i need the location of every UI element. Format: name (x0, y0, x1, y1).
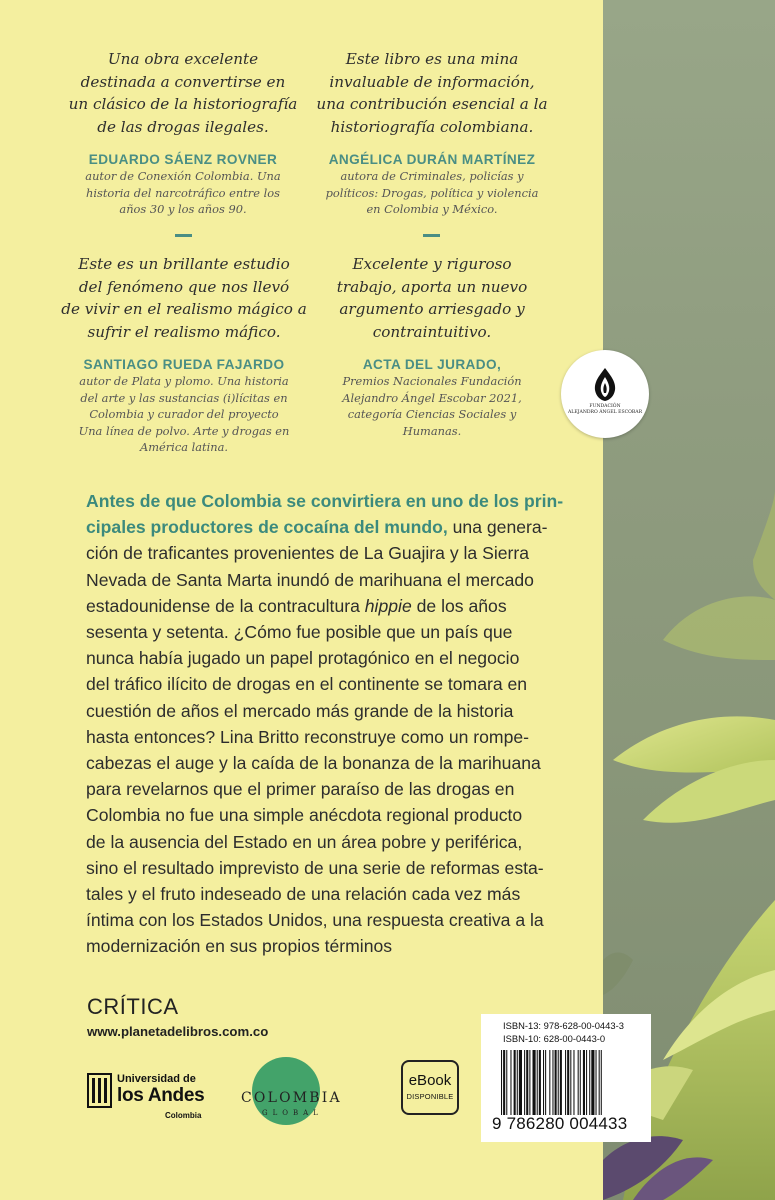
barcode-bar (552, 1050, 553, 1115)
synopsis-line: Antes de que Colombia se convirtiera en uno de los prin- (86, 491, 564, 511)
synopsis-line: hasta entonces? Lina Britto reconstruye como un rompe- (86, 726, 530, 747)
colombia-global-subtitle: GLOBAL (262, 1109, 323, 1117)
quote-credential: autor de Conexión Colombia. Una historia del narcotráfico entre los años 30 y los años 90. (85, 169, 281, 216)
barcode-bar (558, 1050, 559, 1115)
barcode-bar (543, 1050, 544, 1115)
barcode-bar (601, 1050, 602, 1115)
synopsis-line: estadounidense de la contracultura hippie de los años (86, 595, 507, 616)
quote-text: Este es un brillante estudio del fenómeno que nos llevó de vivir en el realismo mágico a sufrir el realismo máfico. (61, 255, 307, 341)
synopsis-line: íntima con los Estados Unidos, una respuesta creativa a la (86, 910, 544, 931)
quote-credential: autor de Plata y plomo. Una historia del arte y las sustancias (i)lícitas en Colombia y curador del proyecto Una línea de polvo. Arte y drogas en América latina. (78, 374, 290, 454)
barcode-bar (555, 1050, 557, 1115)
quote-block (314, 253, 550, 439)
barcode-bar (560, 1050, 562, 1115)
quote-credential: Premios Nacionales Fundación Alejandro Ángel Escobar 2021, categoría Ciencias Sociales y Humanas. (342, 374, 522, 438)
synopsis-line: modernización en sus propios términos (86, 936, 393, 957)
quote-author: SANTIAGO RUEDA FAJARDO (83, 357, 285, 372)
barcode-bar (503, 1050, 505, 1115)
barcode-bar (583, 1050, 585, 1115)
barcode-bar (589, 1050, 590, 1115)
divider-dash (175, 234, 192, 237)
barcode-bar (545, 1050, 546, 1115)
quote-block (314, 48, 550, 218)
synopsis-line: para revelarnos que el primer paraíso de las drogas en (86, 779, 515, 800)
barcode-bar (514, 1050, 516, 1115)
quote-text: Una obra excelente destinada a convertirse en un clásico de la historiografía de las drogas ilegales. (68, 50, 298, 136)
quote-block (60, 253, 308, 456)
synopsis-text (86, 488, 591, 960)
barcode-bar (517, 1050, 518, 1115)
barcode-bar (570, 1050, 571, 1115)
synopsis-line: cuestión de años el mercado más grande de la historia (86, 700, 514, 721)
barcode-bar (567, 1050, 569, 1115)
synopsis-line: nunca había jugado un papel protagónico en el negocio (86, 648, 520, 669)
isbn-13: ISBN-13: 978-628-00-0443-3 (503, 1020, 624, 1031)
publisher-website[interactable]: www.planetadelibros.com.co (87, 1024, 269, 1039)
barcode-bar (549, 1050, 550, 1115)
barcode-bar (537, 1050, 538, 1115)
synopsis-line: Nevada de Santa Marta inundó de marihuana el mercado (86, 569, 534, 590)
barcode-bars (501, 1050, 641, 1115)
barcode-digits: 9 786280 004433 (492, 1114, 628, 1133)
synopsis-line: ción de traficantes provenientes de La Guajira y la Sierra (86, 543, 530, 564)
barcode-bar (596, 1050, 597, 1115)
synopsis-line: cipales productores de cocaína del mundo, una genera- (86, 517, 548, 538)
publisher-name: CRÍTICA (87, 994, 179, 1019)
barcode-bar (578, 1050, 579, 1115)
quote-author: ACTA DEL JURADO, (362, 357, 502, 372)
isbn-barcode (481, 1014, 651, 1142)
seal-text: FUNDACIÓN ALEJANDRO ÁNGEL ESCOBAR (567, 404, 643, 415)
universidad-de-los-andes-logo: Universidad de los Andes Colombia (87, 1070, 207, 1130)
quote-credential: autora de Criminales, policías y políticos: Drogas, política y violencia en Colombia y México. (325, 169, 539, 216)
synopsis-line: sesenta y setenta. ¿Cómo fue posible que un país que (86, 622, 513, 643)
barcode-bar (529, 1050, 530, 1115)
foundation-seal (561, 350, 649, 438)
synopsis-line: de la ausencia del Estado en un área pobre y periférica, (86, 831, 523, 852)
colombia-global-wordmark: COLOMBIA (241, 1090, 342, 1106)
barcode-bar (599, 1050, 600, 1115)
barcode-bar (506, 1050, 507, 1115)
flame-icon (561, 350, 649, 438)
barcode-bar (586, 1050, 587, 1115)
quote-author: ANGÉLICA DURÁN MARTÍNEZ (328, 152, 536, 167)
barcode-bar (539, 1050, 541, 1115)
barcode-bar (501, 1050, 502, 1115)
university-crest-icon (87, 1073, 112, 1108)
synopsis-line: tales y el fruto indeseado de una relación cada vez más (86, 884, 521, 905)
synopsis-line: Colombia no fue una simple anécdota regional producto (86, 805, 523, 826)
barcode-bar (565, 1050, 566, 1115)
divider-dash (423, 234, 440, 237)
barcode-bar (573, 1050, 574, 1115)
barcode-bar (510, 1050, 511, 1115)
barcode-bar (533, 1050, 536, 1115)
barcode-bar (524, 1050, 525, 1115)
barcode-bar (580, 1050, 581, 1115)
synopsis-line: del tráfico ilícito de drogas en el continente se tomara en (86, 674, 528, 695)
synopsis-line: sino el resultado imprevisto de una serie de reformas esta- (86, 857, 544, 878)
barcode-bar (591, 1050, 594, 1115)
quote-block (67, 48, 299, 218)
quote-author: EDUARDO SÁENZ ROVNER (88, 152, 278, 167)
quote-text: Este libro es una mina invaluable de información, una contribución esencial a la historiografía colombiana. (316, 50, 548, 136)
barcode-bar (526, 1050, 528, 1115)
ebook-badge: eBook DISPONIBLE (401, 1060, 459, 1115)
isbn-10: ISBN-10: 628-00-0443-0 (503, 1033, 606, 1044)
synopsis-line: cabezas el auge y la caída de la bonanza de la marihuana (86, 753, 541, 774)
barcode-bar (519, 1050, 522, 1115)
quote-text: Excelente y riguroso trabajo, aporta un nuevo argumento arriesgado y contraintuitivo. (336, 255, 528, 341)
